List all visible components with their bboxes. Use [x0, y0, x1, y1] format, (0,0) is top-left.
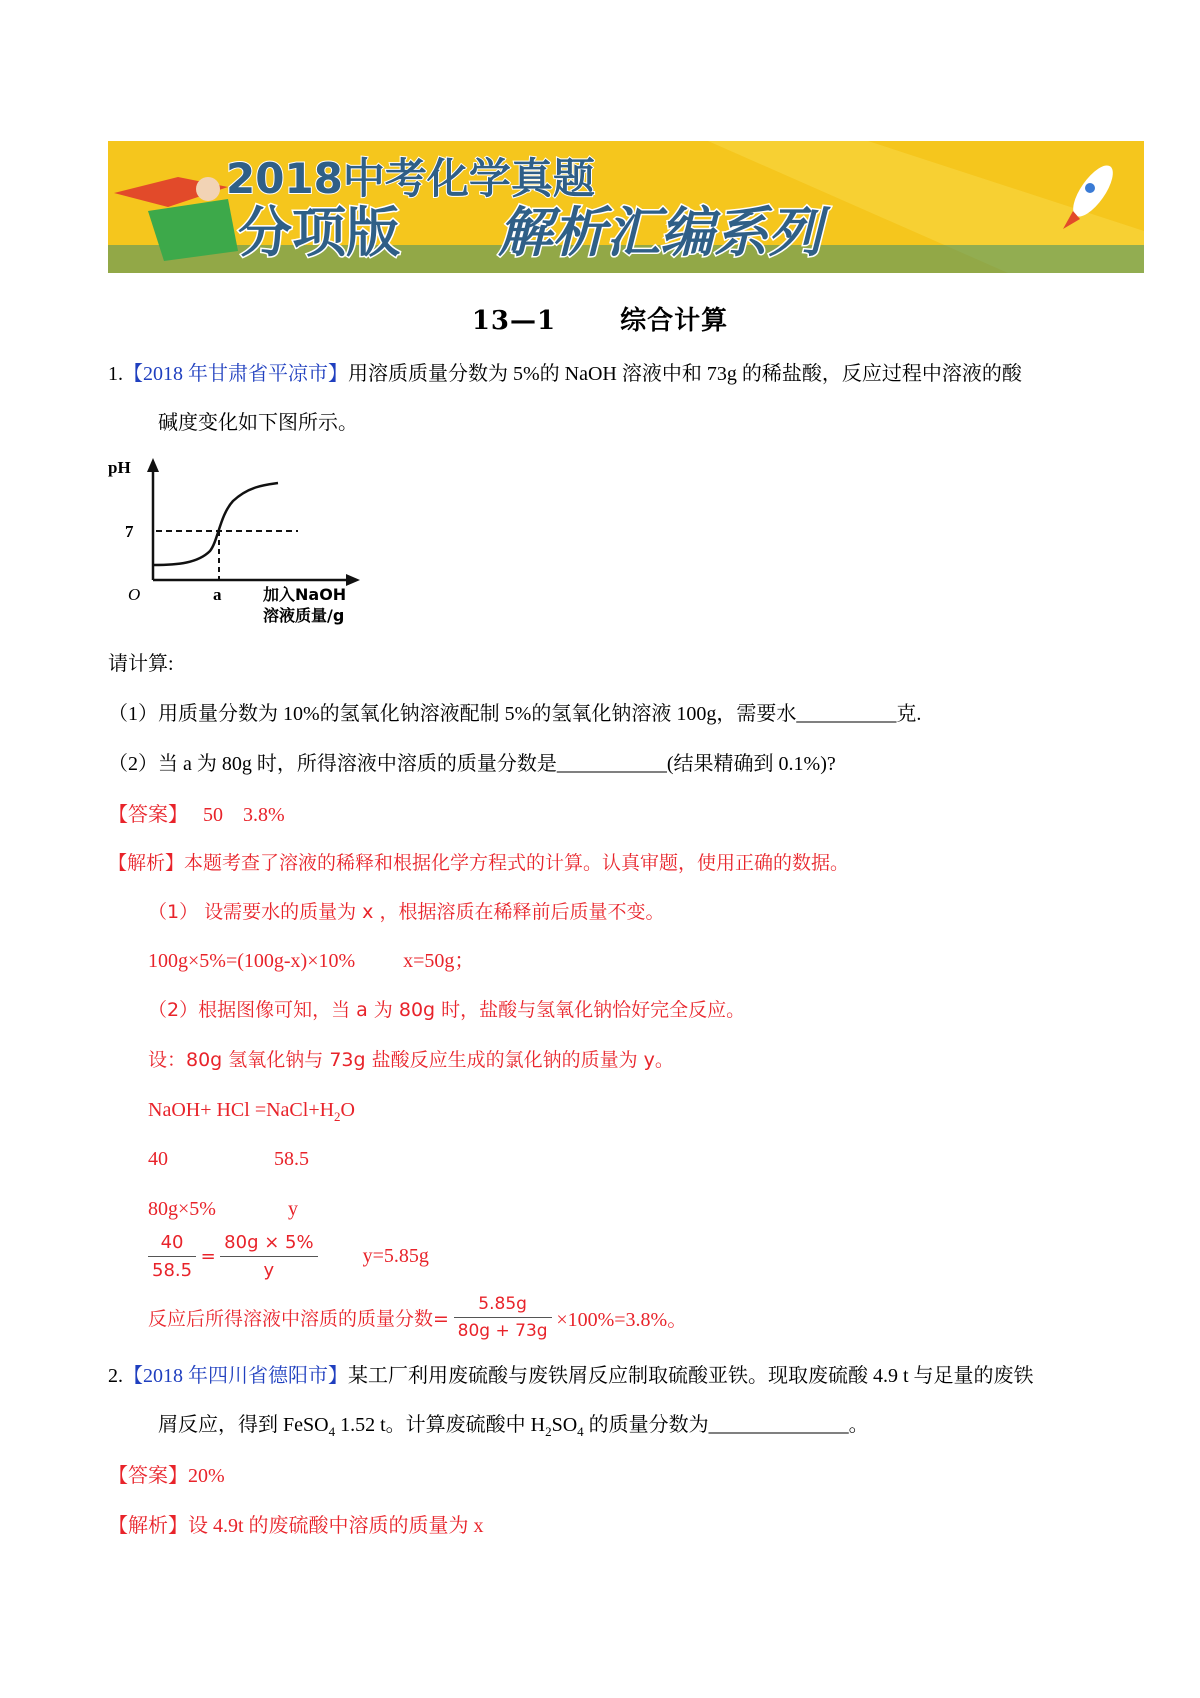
banner-line2a: 分项版	[238, 201, 400, 264]
q1-final	[148, 1294, 687, 1341]
y-axis-arrow-icon	[147, 458, 159, 472]
q1-equation	[148, 1096, 355, 1131]
q1-a3: （2）根据图像可知，当 a 为 80g 时，盐酸与氢氧化钠恰好完全反应。	[148, 999, 746, 1021]
x-axis-label-1: 加入NaOH	[263, 585, 347, 604]
mass-nacl: y	[288, 1198, 298, 1220]
final-fraction: $\frac{5.85g}{80g + 73g}$	[454, 1294, 552, 1341]
q2-text1: 某工厂利用废硫酸与废铁屑反应制取硫酸亚铁。现取废硫酸 4.9 t 与足量的废铁	[348, 1365, 1034, 1387]
y-tick-7: 7	[125, 522, 134, 541]
q1-line2: 碱度变化如下图所示。	[158, 412, 358, 434]
equation-subscript: 2	[334, 1109, 341, 1124]
fraction-1: $\frac{40}{58.5}$	[148, 1232, 196, 1281]
q2-text2b: 1.52 t。计算废硫酸中 H	[335, 1414, 546, 1436]
q1-number: 1.	[108, 363, 123, 385]
q2-analysis	[108, 1512, 484, 1540]
q2-line1	[108, 1362, 1034, 1390]
q1-answer	[108, 801, 285, 829]
ph-graph	[108, 455, 398, 635]
y-result: y=5.85g	[362, 1245, 429, 1267]
q1-sub2: （2）当 a 为 80g 时，所得溶液中溶质的质量分数是___________(结果精确到 0.1%)?	[108, 753, 836, 775]
ratio-nacl: 58.5	[274, 1148, 309, 1170]
section-title: 综合计算	[620, 306, 729, 336]
q1-analysis-text: 本题考查了溶液的稀释和根据化学方程式的计算。认真审题，使用正确的数据。	[184, 852, 850, 874]
section-number: 13—1	[471, 306, 557, 336]
x-axis-label-2: 溶液质量/g	[263, 606, 345, 625]
q2-sub-1: 4	[328, 1424, 336, 1439]
q2-answer-value: 20%	[188, 1465, 225, 1487]
q1-prompt: 请计算:	[108, 653, 174, 675]
q2-sub-3: 4	[577, 1424, 584, 1439]
equation-right: O	[340, 1099, 355, 1121]
q2-sub-2: 2	[545, 1424, 552, 1439]
banner-graphic	[108, 141, 1144, 273]
q1-analysis-label: 【解析】	[108, 852, 185, 874]
equation-left: NaOH+ HCl =NaCl+H	[148, 1099, 335, 1121]
q1-a2-right: x=50g；	[403, 950, 475, 972]
q1-answer-value: 50 3.8%	[203, 804, 285, 826]
mass-naoh: 80g×5%	[148, 1198, 216, 1220]
q2-text2d: 的质量分数为______________。	[583, 1414, 869, 1436]
q1-a4: 设：80g 氢氧化钠与 73g 盐酸反应生成的氯化钠的质量为 y。	[148, 1049, 674, 1071]
header-banner	[108, 141, 1144, 273]
origin-label: O	[128, 585, 141, 604]
q1-a2	[148, 947, 474, 975]
q1-a2-left: 100g×5%=(100g-x)×10%	[148, 950, 356, 972]
q1-line1	[108, 360, 1022, 388]
q2-analysis-text: 设 4.9t 的废硫酸中溶质的质量为 x	[188, 1515, 484, 1537]
q1-text1: 用溶质质量分数为 5%的 NaOH 溶液中和 73g 的稀盐酸，反应过程中溶液的酸	[348, 363, 1022, 385]
q1-ratio-row2	[148, 1195, 298, 1223]
q1-source: 【2018 年甘肃省平凉市】	[123, 363, 348, 385]
q2-answer-label: 【答案】	[108, 1465, 188, 1487]
q1-analysis	[108, 849, 849, 877]
q2-text2c: SO	[551, 1414, 578, 1436]
q2-answer	[108, 1462, 225, 1490]
banner-line2b: 解析汇编系列	[498, 201, 822, 264]
q2-text2a: 屑反应，得到 FeSO	[158, 1414, 329, 1436]
banner-line1: 2018中考化学真题	[226, 154, 595, 203]
q1-a1: （1） 设需要水的质量为 x ，根据溶质在稀释前后质量不变。	[148, 901, 665, 923]
ph-curve	[154, 483, 278, 565]
q1-ratio-row1	[148, 1145, 309, 1173]
q2-line2	[158, 1411, 869, 1446]
x-tick-a: a	[213, 585, 222, 604]
q1-sub1: （1）用质量分数为 10%的氢氧化钠溶液配制 5%的氢氧化钠溶液 100g，需要水__________克.	[108, 703, 922, 725]
ratio-naoh: 40	[148, 1148, 168, 1170]
q1-answer-label: 【答案】	[108, 804, 188, 826]
final-tail: ×100%=3.8%。	[556, 1309, 688, 1331]
fraction-2: $\frac{80g \times 5\%}{y}$	[220, 1232, 317, 1281]
q2-analysis-label: 【解析】	[108, 1515, 188, 1537]
q1-proportion: $\frac{40}{58.5}$ = $\frac{80g \times 5\%}{y}$ y=5.85g	[148, 1232, 429, 1281]
page-title	[0, 300, 1200, 337]
y-axis-label: pH	[108, 458, 131, 477]
x-axis-arrow-icon	[346, 574, 360, 586]
q2-number: 2.	[108, 1365, 123, 1387]
q2-source: 【2018 年四川省德阳市】	[123, 1365, 348, 1387]
final-text: 反应后所得溶液中溶质的质量分数=	[148, 1308, 449, 1330]
